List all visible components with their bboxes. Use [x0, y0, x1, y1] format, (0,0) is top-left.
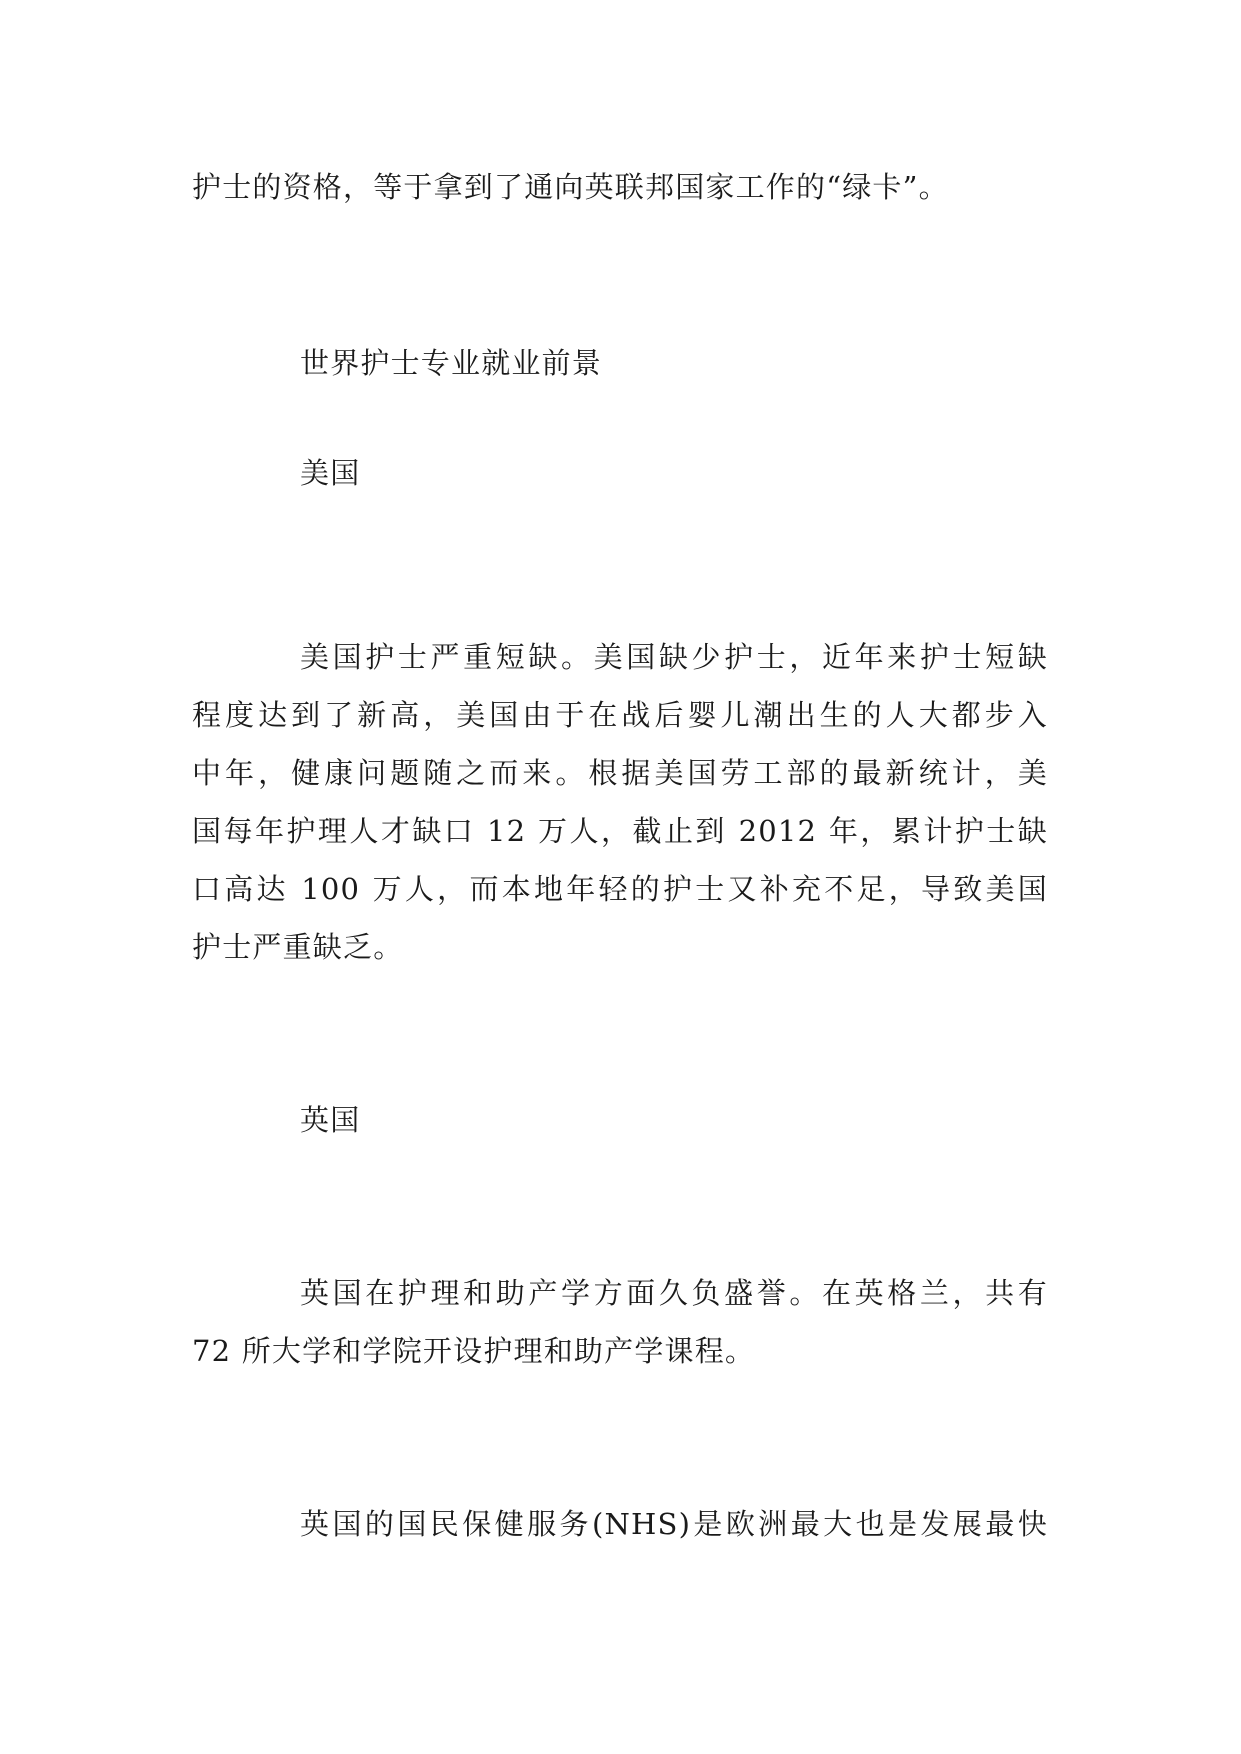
subsection-heading-uk: 英国 [300, 1103, 361, 1137]
subsection-heading-usa: 美国 [300, 456, 361, 490]
paragraph-uk-2 [192, 1495, 1048, 1553]
paragraph-line: 程度达到了新高，美国由于在战后婴儿潮出生的人大都步入 [192, 698, 1048, 732]
paragraph-line: 口高达 100 万人，而本地年轻的护士又补充不足，导致美国 [192, 872, 1048, 906]
paragraph-line: 英国在护理和助产学方面久负盛誉。在英格兰，共有 [300, 1276, 1048, 1310]
paragraph-usa [192, 628, 1048, 976]
paragraph-line: 国每年护理人才缺口 12 万人，截止到 2012 年，累计护士缺 [192, 814, 1048, 848]
section-heading: 世界护士专业就业前景 [300, 346, 603, 380]
paragraph-line: 护士严重缺乏。 [192, 930, 404, 964]
paragraph-line: 72 所大学和学院开设护理和助产学课程。 [192, 1334, 756, 1368]
paragraph-line: 护士的资格，等于拿到了通向英联邦国家工作的“绿卡”。 [192, 170, 949, 204]
paragraph-uk-1 [192, 1264, 1048, 1380]
paragraph-line: 美国护士严重短缺。美国缺少护士，近年来护士短缺 [300, 640, 1048, 674]
paragraph-line: 英国的国民保健服务(NHS)是欧洲最大也是发展最快 [300, 1507, 1048, 1541]
paragraph-line: 中年，健康问题随之而来。根据美国劳工部的最新统计，美 [192, 756, 1048, 790]
